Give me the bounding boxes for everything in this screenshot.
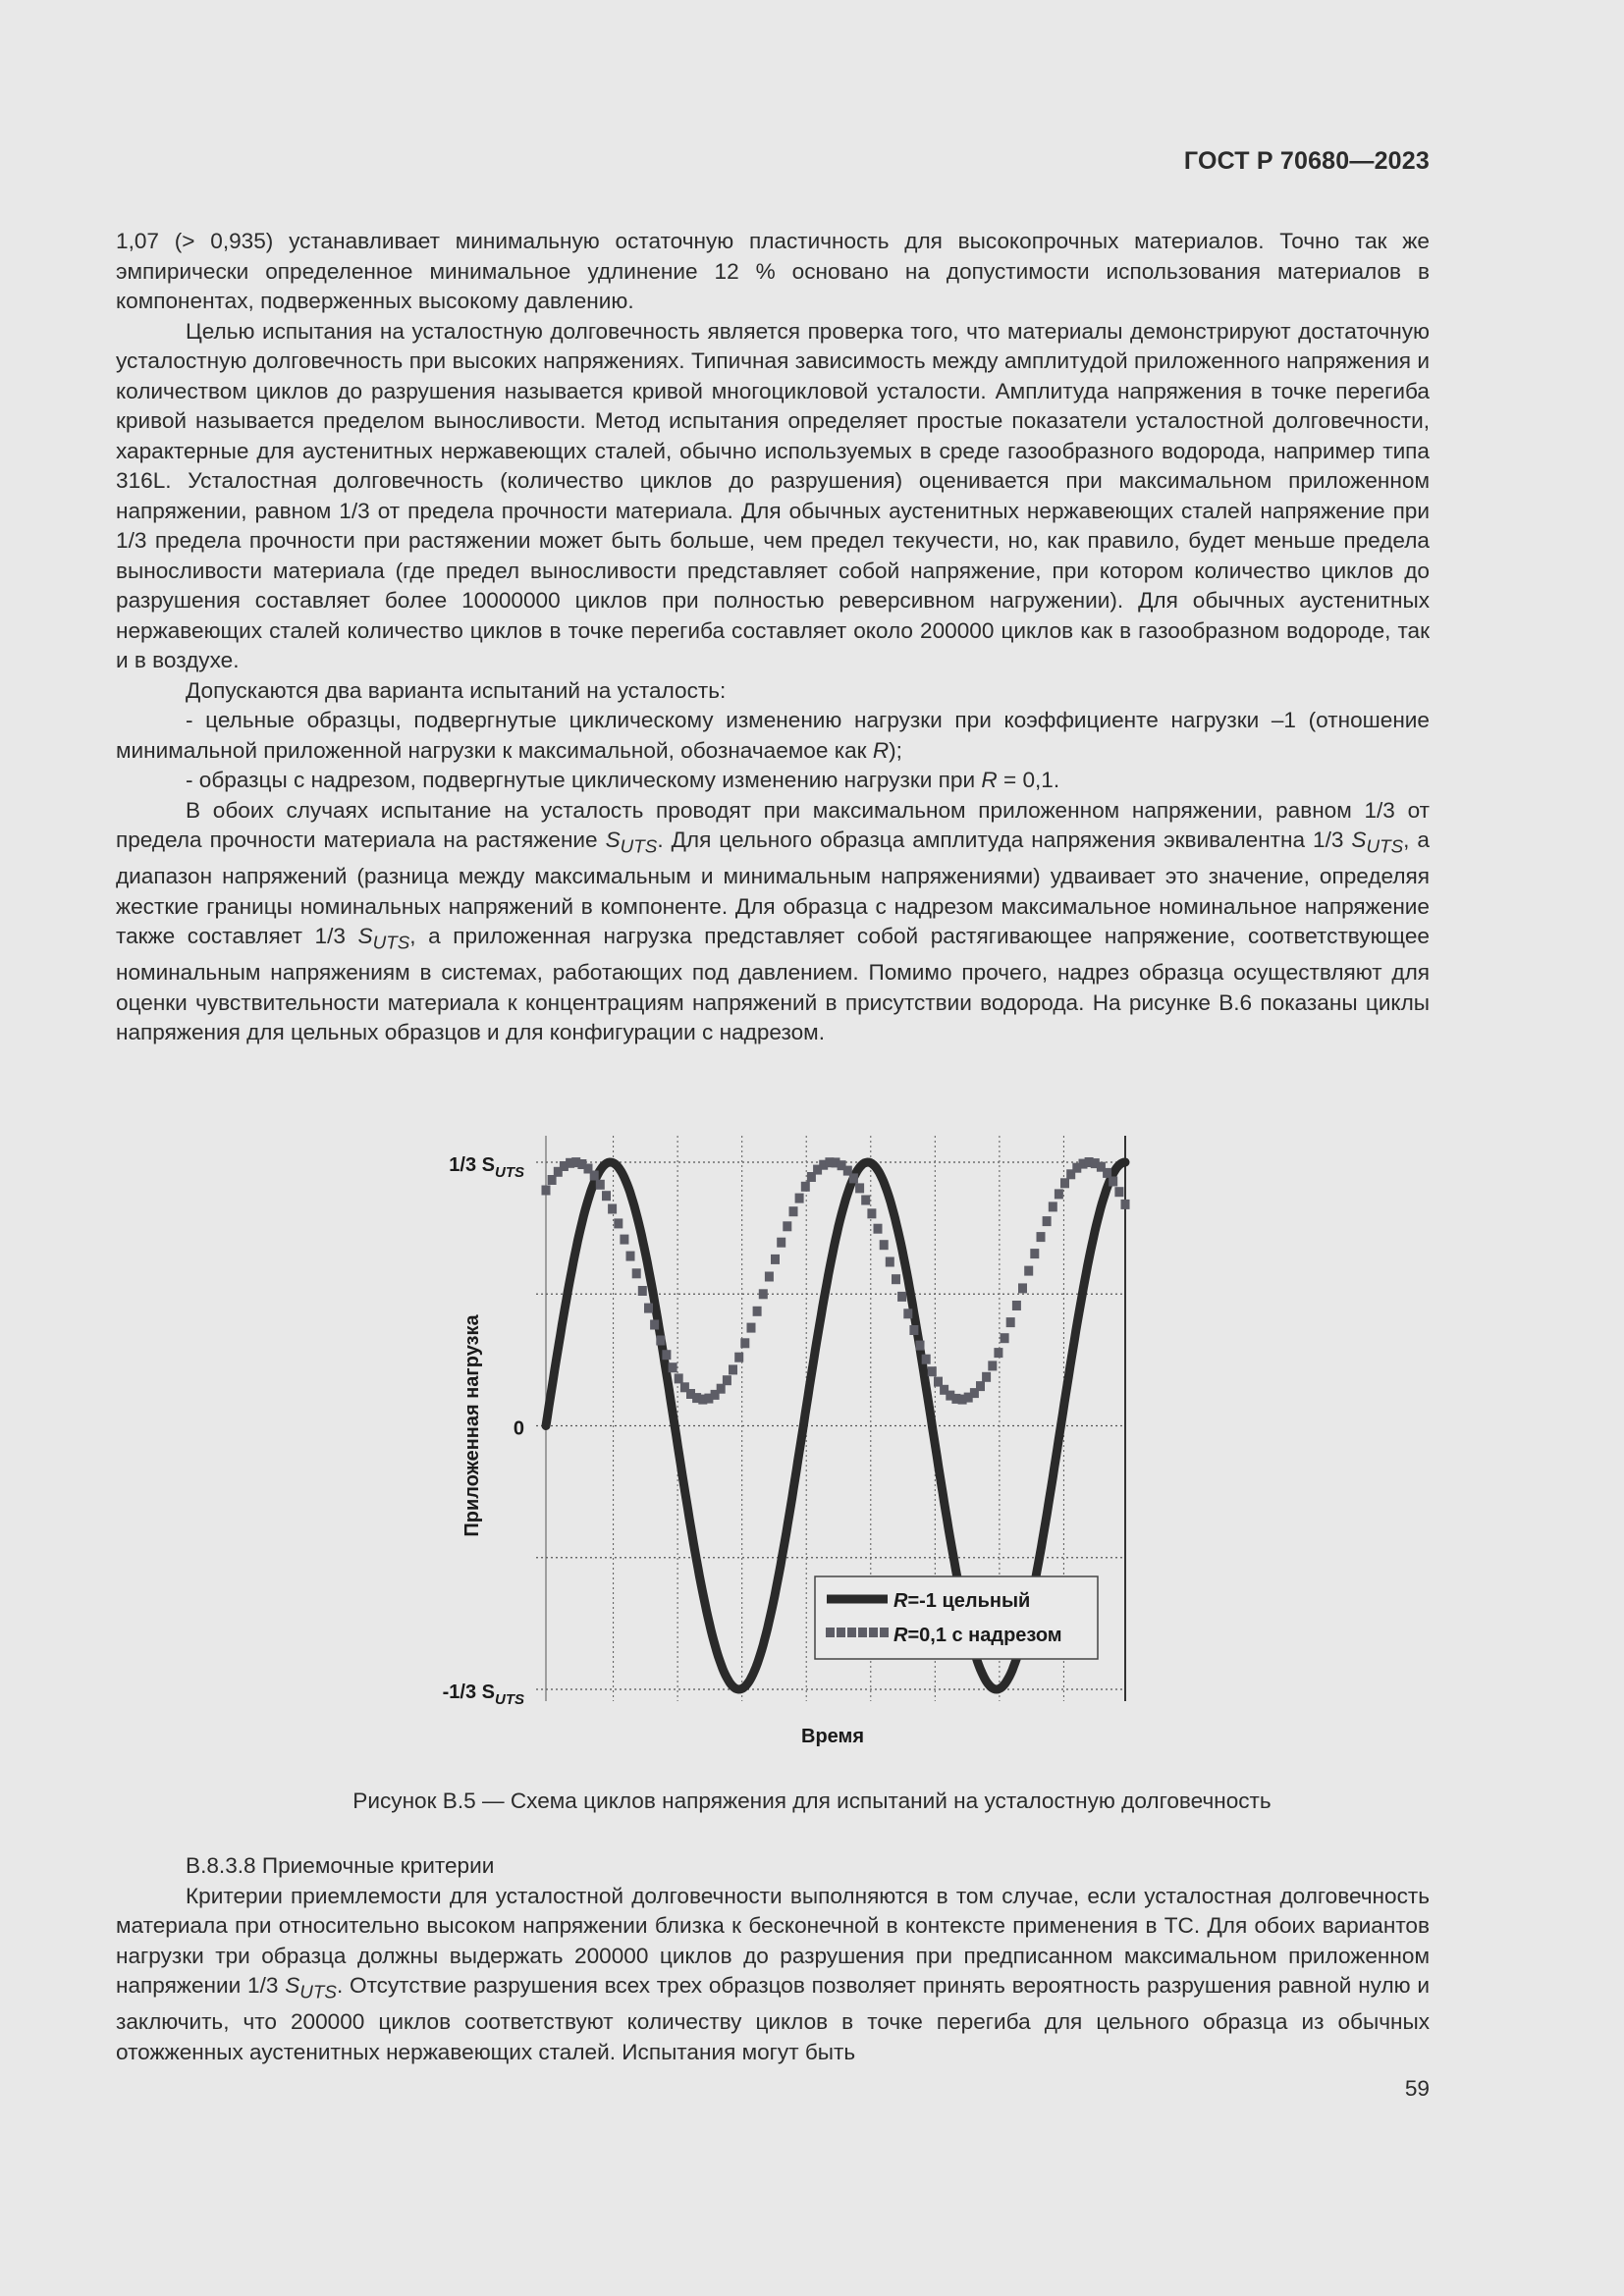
series-marker-r-0-1 (849, 1173, 858, 1183)
legend-swatch-dotted (826, 1628, 835, 1637)
series-marker-r-0-1 (1109, 1177, 1117, 1187)
x-axis-label: Время (801, 1726, 864, 1747)
series-marker-r-0-1 (740, 1338, 749, 1348)
series-marker-r-0-1 (1103, 1168, 1111, 1178)
series-marker-r-0-1 (771, 1255, 780, 1264)
series-marker-r-0-1 (608, 1204, 617, 1214)
legend-swatch-dotted (847, 1628, 856, 1637)
legend-swatch-dotted (880, 1628, 889, 1637)
legend-label-r-minus-1: R=-1 цельный (893, 1590, 1031, 1612)
y-tick-label: 0 (513, 1417, 524, 1440)
series-marker-r-0-1 (801, 1182, 810, 1192)
series-marker-r-0-1 (620, 1235, 628, 1245)
series-marker-r-0-1 (632, 1268, 641, 1278)
series-marker-r-0-1 (916, 1341, 925, 1351)
series-marker-r-0-1 (669, 1362, 677, 1372)
series-marker-r-0-1 (1018, 1283, 1027, 1293)
series-marker-r-0-1 (644, 1304, 653, 1313)
series-marker-r-0-1 (855, 1183, 864, 1193)
series-marker-r-0-1 (675, 1373, 683, 1383)
series-marker-r-0-1 (1006, 1317, 1015, 1327)
series-marker-r-0-1 (1049, 1201, 1057, 1211)
series-marker-r-0-1 (789, 1206, 798, 1216)
series-marker-r-0-1 (1024, 1266, 1033, 1276)
legend-swatch-dotted (858, 1628, 867, 1637)
series-marker-r-0-1 (783, 1221, 791, 1231)
series-marker-r-0-1 (662, 1350, 671, 1360)
series-marker-r-0-1 (1043, 1216, 1052, 1226)
paragraph: Целью испытания на усталостную долговечность является проверка того, что материалы демонстрируют достаточную усталостную долговечность при высоких напряжениях. Типичная зависимость между амплитудой приложенного напряжения и количеством циклов до разрушения называется кривой многоцикловой усталости. Амплитуда напряжения в точке перегиба кривой называется пределом выносливости. Метод испытания определяет простые показатели усталостной долговечности, характерные для аустенитных нержавеющих сталей, обычно используемых в среде газообразного водорода, например типа 316L. Усталостная долговечность (количество циклов до разрушения) оценивается при максимальном приложенном напряжении, равном 1/3 от предела прочности материала. Для обычных аустенитных нержавеющих сталей напряжение при 1/3 предела прочности при растяжении может быть больше, чем предел текучести, но, как правило, будет меньше предела выносливости материала (где предел выносливости представляет собой напряжение, при котором количество циклов до разрушения составляет более 10000000 циклов при полностью реверсивном нагружении). Для обычных аустенитных нержавеющих сталей количество циклов в точке перегиба составляет около 200000 циклов как в газообразном водороде, так и в воздухе. (116, 318, 1430, 672)
legend-label-r-0-1: R=0,1 с надрезом (893, 1625, 1062, 1646)
series-marker-r-0-1 (1121, 1200, 1130, 1209)
series-marker-r-0-1 (638, 1286, 647, 1296)
series-marker-r-0-1 (734, 1353, 743, 1362)
series-marker-r-0-1 (909, 1325, 918, 1335)
series-marker-r-0-1 (1001, 1333, 1009, 1343)
series-marker-r-0-1 (1114, 1187, 1123, 1197)
series-marker-r-0-1 (753, 1307, 762, 1316)
text-block-top (116, 227, 1430, 1048)
series-marker-r-0-1 (988, 1361, 997, 1370)
series-marker-r-0-1 (922, 1355, 931, 1364)
list-item: - цельные образцы, подвергнутые циклическому изменению нагрузки при коэффициенте нагрузки –1 (отношение минимальной приложенной нагрузки к максимальной, обозначаемое как R); (116, 708, 1430, 763)
paragraph: Критерии приемлемости для усталостной долговечности выполняются в том случае, если усталостная долговечность материала при относительно высоком напряжении близка к бесконечной в контексте применения в ТС. Для обоих вариантов нагрузки три образца должны выдержать 200000 циклов до разрушения при предписанном максимальном приложенном напряжении 1/3 $S_{UTS}$. Отсутствие разрушения всех трех образцов позволяет принять вероятность разрушения равной нулю и заключить, что 200000 циклов соответствуют количеству циклов в точке перегиба для цельного образца из обычных отожженных аустенитных нержавеющих сталей. Испытания могут быть (116, 1883, 1431, 2064)
series-marker-r-0-1 (602, 1191, 611, 1201)
y-tick-label: 1/3 $S_{UTS}$ (449, 1154, 524, 1181)
series-marker-r-0-1 (1030, 1249, 1039, 1258)
series-marker-r-0-1 (994, 1348, 1002, 1358)
document-header: ГОСТ Р 70680—2023 (1183, 147, 1430, 175)
legend-swatch-dotted (869, 1628, 878, 1637)
series-marker-r-0-1 (759, 1289, 768, 1299)
series-marker-r-0-1 (542, 1186, 551, 1196)
list-item: - образцы с надрезом, подвергнутые циклическому изменению нагрузки при R = 0,1. (186, 768, 1060, 792)
text-block-bottom (116, 1851, 1430, 2067)
series-marker-r-0-1 (1012, 1301, 1021, 1310)
series-marker-r-0-1 (1037, 1232, 1046, 1242)
series-marker-r-0-1 (976, 1381, 985, 1391)
series-marker-r-0-1 (723, 1375, 731, 1385)
series-marker-r-0-1 (765, 1272, 774, 1282)
series-marker-r-0-1 (777, 1238, 785, 1248)
series-marker-r-0-1 (982, 1372, 991, 1382)
series-marker-r-0-1 (795, 1194, 804, 1203)
series-marker-r-0-1 (729, 1364, 737, 1374)
series-marker-r-0-1 (626, 1252, 635, 1261)
stress-cycle-chart (422, 1124, 1149, 1752)
figure (422, 1124, 1149, 1757)
series-marker-r-0-1 (880, 1240, 889, 1250)
legend-box (815, 1576, 1098, 1659)
series-marker-r-0-1 (590, 1171, 599, 1181)
paragraph: 1,07 (> 0,935) устанавливает минимальную остаточную пластичность для высокопрочных материалов. Точно так же эмпирически определенное минимальное удлинение 12 % основано на допустимости использования материалов в компонентах, подверженных высокому давлению. (116, 229, 1430, 313)
legend-swatch-dotted (837, 1628, 845, 1637)
paragraph: Допускаются два варианта испытаний на усталость: (186, 677, 727, 703)
y-axis-label: Приложенная нагрузка (461, 1314, 483, 1537)
page-number: 59 (1404, 2076, 1430, 2101)
series-marker-r-0-1 (892, 1274, 900, 1284)
series-marker-r-0-1 (861, 1196, 870, 1205)
paragraph: В обоих случаях испытание на усталость проводят при максимальном приложенном напряжении, равном 1/3 от предела прочности материала на растяжение $S_{UTS}$. Для цельного образца амплитуда напряжения эквивалентна 1/3 $S_{UTS}$, а диапазон напряжений (разница между максимальным и минимальным напряжениями) удваивает это значение, определяя жесткие границы номинальных напряжений в компоненте. Для образца с надрезом максимальное номинальное напряжение также составляет 1/3 $S_{UTS}$, а приложенная нагрузка представляет собой растягивающее напряжение, соответствующее номинальным напряжениям в системах, работающих под давлением. Помимо прочего, надрез образца осуществляют для оценки чувствительности материала к концентрациям напряжений в присутствии водорода. На рисунке В.6 показаны циклы напряжения для цельных образцов и для конфигурации с надрезом. (116, 797, 1431, 1045)
series-marker-r-0-1 (596, 1180, 605, 1190)
series-marker-r-0-1 (886, 1257, 894, 1267)
series-marker-r-0-1 (903, 1308, 912, 1318)
series-marker-r-0-1 (897, 1292, 906, 1302)
series-marker-r-0-1 (867, 1208, 876, 1218)
series-marker-r-0-1 (656, 1336, 665, 1346)
series-marker-r-0-1 (747, 1323, 756, 1333)
y-tick-label: -1/3 $S_{UTS}$ (442, 1682, 524, 1708)
figure-caption: Рисунок В.5 — Схема циклов напряжения для испытаний на усталостную долговечность (352, 1789, 1272, 1813)
series-marker-r-0-1 (1060, 1178, 1069, 1188)
series-marker-r-0-1 (1055, 1189, 1063, 1199)
series-marker-r-0-1 (874, 1224, 883, 1234)
series-marker-r-0-1 (928, 1366, 937, 1376)
section-title: В.8.3.8 Приемочные критерии (186, 1853, 495, 1878)
series-marker-r-0-1 (650, 1320, 659, 1330)
series-marker-r-0-1 (614, 1218, 623, 1228)
